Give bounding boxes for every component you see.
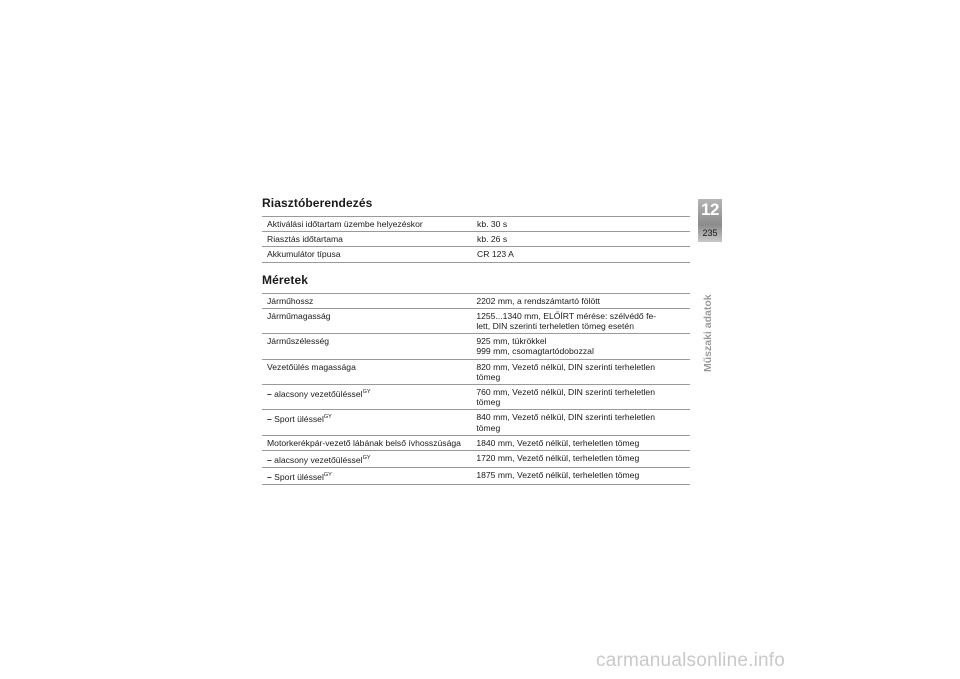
dimensions-spec-table <box>262 293 690 486</box>
superscript-note: GY <box>323 414 332 421</box>
spec-value-line2: 999 mm, csomagtartódobozzal <box>476 346 594 357</box>
spec-label: Járműhossz <box>267 295 314 306</box>
spec-row <box>262 451 690 468</box>
spec-value: 760 mm, Vezető nélkül, DIN szerinti terheletlen <box>476 387 655 398</box>
spec-label: Riasztás időtartama <box>267 234 343 245</box>
spec-label-cell <box>262 334 471 359</box>
spec-value-cell <box>471 308 690 333</box>
chapter-title-container <box>697 272 723 372</box>
spec-value-cell <box>472 232 690 247</box>
spec-label: Sport üléssel <box>274 472 324 483</box>
spec-label: Aktiválási időtartam üzembe helyezéskor <box>267 219 423 229</box>
chapter-title: Műszaki adatok <box>702 294 714 372</box>
spec-label: alacsony vezetőüléssel <box>274 455 363 466</box>
spec-row <box>262 468 690 485</box>
spec-value: 2202 mm, a rendszámtartó fölött <box>476 295 601 306</box>
watermark: carmanualsonline.info <box>596 650 786 671</box>
section-title-dimensions: Méretek <box>262 272 309 287</box>
spec-label-cell <box>262 385 471 410</box>
spec-row <box>262 308 690 333</box>
spec-value-line2: lett, DIN szerinti terheletlen tömeg esetén <box>476 321 634 332</box>
spec-label: alacsony vezetőüléssel <box>274 389 363 400</box>
spec-value-line2: tömeg <box>476 371 501 382</box>
spec-value: 1720 mm, Vezető nélkül, terheletlen tömeg <box>476 453 640 464</box>
spec-value-cell <box>472 217 690 232</box>
spec-row <box>262 232 690 247</box>
dash-marker: – <box>267 472 272 483</box>
spec-label-cell <box>262 435 471 450</box>
dash-marker: – <box>267 389 272 400</box>
spec-value: 925 mm, tükrökkel <box>476 336 547 347</box>
superscript-note: GY <box>362 389 371 396</box>
spec-label-cell <box>262 247 472 262</box>
spec-label-cell <box>262 359 471 384</box>
spec-label-cell <box>262 308 471 333</box>
spec-row <box>262 435 690 450</box>
superscript-note: GY <box>323 472 332 479</box>
spec-label: Akkumulátor típusa <box>267 249 341 260</box>
spec-value-cell <box>471 435 690 450</box>
superscript-note: GY <box>362 455 371 462</box>
spec-label: Járműmagasság <box>267 310 331 321</box>
dash-marker: – <box>267 455 272 466</box>
spec-value: kb. 26 s <box>477 234 508 245</box>
spec-row <box>262 217 690 232</box>
spec-value: 820 mm, Vezető nélkül, DIN szerinti terheletlen <box>476 361 655 372</box>
spec-row <box>262 293 690 308</box>
spec-label: Járműszélesség <box>267 336 330 347</box>
spec-value: 1840 mm, Vezető nélkül, terheletlen tömeg <box>476 437 640 448</box>
spec-row <box>262 385 690 410</box>
spec-row <box>262 334 690 359</box>
spec-label: Vezetőülés magassága <box>267 361 356 372</box>
spec-value-cell <box>471 410 690 435</box>
spec-value-line2: tömeg <box>476 422 501 433</box>
spec-value-cell <box>471 293 690 308</box>
spec-value: kb. 30 s <box>477 219 508 229</box>
spec-row <box>262 247 690 262</box>
spec-label: Motorkerékpár-vezető lábának belső ívhosszúsága <box>267 437 461 448</box>
spec-label: Sport üléssel <box>274 414 324 425</box>
spec-value-cell <box>472 247 690 262</box>
chapter-number: 12 <box>701 200 719 219</box>
spec-value: 1875 mm, Vezető nélkül, terheletlen tömeg <box>476 470 640 481</box>
spec-label-cell <box>262 468 471 485</box>
spec-label-cell <box>262 293 471 308</box>
spec-label-cell <box>262 217 472 232</box>
section-title-alarm: Riasztóberendezés <box>262 196 373 210</box>
spec-value-cell <box>471 385 690 410</box>
spec-value: 840 mm, Vezető nélkül, DIN szerinti terheletlen <box>476 412 655 423</box>
spec-value: CR 123 A <box>477 249 514 260</box>
spec-value-cell <box>471 468 690 485</box>
spec-value-cell <box>471 359 690 384</box>
alarm-spec-table <box>262 216 690 263</box>
spec-label-cell <box>262 451 471 468</box>
spec-row <box>262 359 690 384</box>
spec-value-cell <box>471 334 690 359</box>
page-number: 235 <box>702 228 718 238</box>
spec-label-cell <box>262 232 472 247</box>
page-content <box>262 196 690 485</box>
spec-value-cell <box>471 451 690 468</box>
spec-value-line2: tömeg <box>476 397 501 408</box>
dash-marker: – <box>267 414 272 425</box>
spec-label-cell <box>262 410 471 435</box>
spec-row <box>262 410 690 435</box>
spec-value: 1255...1340 mm, ELŐÍRT mérése: szélvédő fe- <box>476 310 657 321</box>
